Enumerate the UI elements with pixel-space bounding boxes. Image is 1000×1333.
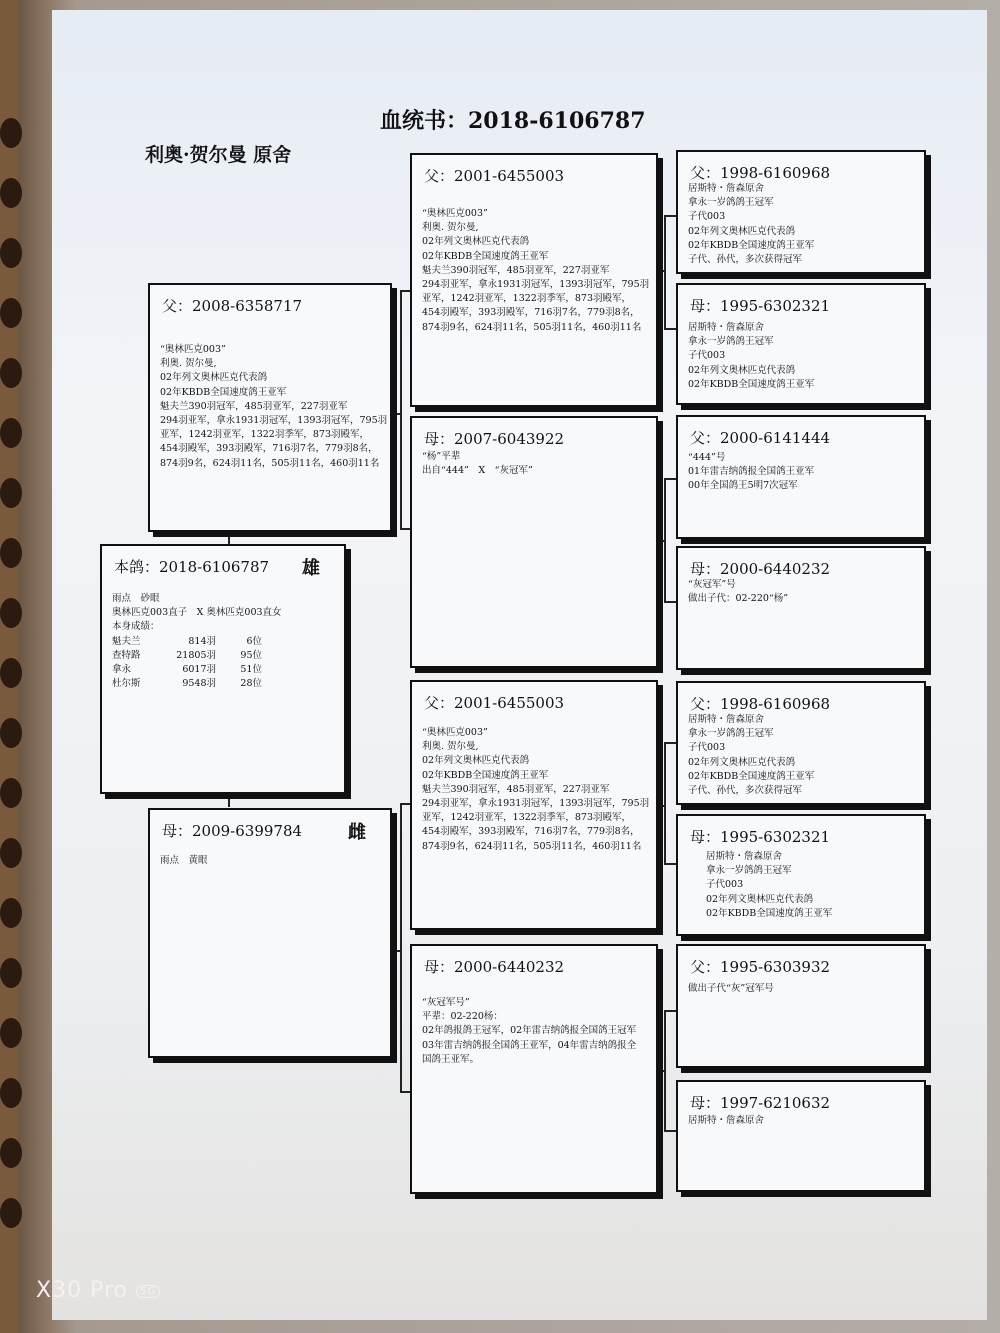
card-details bbox=[688, 578, 788, 606]
connector-line bbox=[664, 478, 676, 480]
dam-sire-sire-card bbox=[676, 681, 926, 805]
ring-number: 父：1995-6303932 bbox=[690, 958, 831, 976]
binder-hole bbox=[0, 298, 22, 328]
detail-line: “奥林匹克003” bbox=[422, 727, 488, 738]
binder-hole bbox=[0, 658, 22, 688]
dam-details bbox=[160, 854, 208, 868]
table-row bbox=[112, 677, 262, 691]
detail-line: 子代003 bbox=[688, 350, 726, 362]
detail-line: 874羽9名，624羽11名，505羽11名，460羽11名 bbox=[422, 321, 642, 333]
detail-line: 魁夫兰390羽冠军，485羽亚军，227羽亚军 bbox=[422, 264, 610, 276]
detail-line: 子代、孙代，多次获得冠军 bbox=[688, 785, 803, 797]
race-location: 拿永 bbox=[112, 664, 132, 676]
detail-line: 居斯特・詹森原舍 bbox=[706, 851, 783, 862]
sire-sire-details bbox=[422, 207, 649, 335]
sire-dam-sire-card bbox=[676, 415, 926, 539]
detail-line: 454羽殿军，393羽殿军，716羽7名，779羽8名， bbox=[422, 826, 640, 838]
network-badge: 5G bbox=[136, 1285, 160, 1298]
detail-line: “奥林匹克003” bbox=[160, 344, 226, 355]
detail-line: 02年KBDB全国速度鸽王亚军 bbox=[688, 770, 815, 782]
binder-hole bbox=[0, 898, 22, 928]
connector-line bbox=[664, 1130, 676, 1132]
detail-line: 454羽殿军，393羽殿军，716羽7名，779羽8名， bbox=[422, 307, 640, 319]
dam-dam-dam-card bbox=[676, 1080, 926, 1192]
binder-hole bbox=[0, 418, 22, 448]
binder-hole bbox=[0, 478, 22, 508]
table-row bbox=[112, 649, 262, 663]
sex-label: 雌 bbox=[348, 822, 366, 843]
detail-line: 02年列文奥林匹克代表鸽 bbox=[688, 225, 796, 237]
card-details bbox=[688, 982, 774, 996]
subject-details bbox=[112, 592, 282, 691]
binder-hole bbox=[0, 778, 22, 808]
race-results-table bbox=[112, 635, 262, 692]
race-place: 6位 bbox=[246, 635, 262, 647]
detail-line: 亚军，1242羽亚军，1322羽季军，873羽殿军， bbox=[422, 812, 631, 824]
detail-line: 02年KBDB全国速度鸽王亚军 bbox=[160, 386, 287, 398]
binder-hole bbox=[0, 838, 22, 868]
ring-number: 母：2000-6440232 bbox=[690, 560, 831, 578]
ring-number: 母：1995-6302321 bbox=[690, 297, 831, 315]
binder-hole bbox=[0, 238, 22, 268]
binder-hole bbox=[0, 1138, 22, 1168]
card-details bbox=[688, 182, 814, 267]
detail-line: 子代003 bbox=[688, 211, 726, 223]
binder-hole bbox=[0, 1198, 22, 1228]
binder-hole bbox=[0, 958, 22, 988]
dam-sire-ring-number: 父：2001-6455003 bbox=[424, 694, 565, 712]
detail-line: 294羽亚军，拿永1931羽冠军，1393羽冠军，795羽 bbox=[422, 798, 650, 810]
detail-line: 874羽9名，624羽11名，505羽11名，460羽11名 bbox=[160, 457, 380, 469]
detail-line: 02年列文奥林匹克代表鸽 bbox=[422, 236, 530, 248]
detail-line: “杨”平辈 bbox=[422, 451, 461, 462]
detail-line: 做出子代“灰”冠军号 bbox=[688, 983, 774, 994]
detail-line: 02年列文奥林匹克代表鸽 bbox=[422, 755, 530, 767]
detail-line: 居斯特・詹森原舍 bbox=[688, 1115, 765, 1126]
card-details bbox=[688, 713, 814, 798]
connector-line bbox=[664, 215, 676, 217]
connector-line bbox=[664, 1010, 676, 1012]
detail-line: 利奥. 贺尔曼, bbox=[160, 358, 217, 370]
dam-ring-number: 母：2009-6399784 bbox=[162, 822, 303, 840]
detail-line: 294羽亚军，拿永1931羽冠军，1393羽冠军，795羽 bbox=[160, 415, 388, 427]
detail-line: 亚军，1242羽亚军，1322羽季军，873羽殿军， bbox=[160, 429, 369, 441]
camera-model: X30 Pro bbox=[36, 1278, 128, 1303]
detail-line: 454羽殿军，393羽殿军，716羽7名，779羽8名， bbox=[160, 443, 378, 455]
detail-line: 02年KBDB全国速度鸽王亚军 bbox=[422, 769, 549, 781]
dam-dam-card bbox=[410, 944, 658, 1194]
race-place: 95位 bbox=[240, 649, 262, 661]
sire-details bbox=[160, 343, 387, 471]
connector-line bbox=[664, 601, 676, 603]
race-birds: 9548羽 bbox=[182, 678, 216, 690]
detail-line: 874羽9名，624羽11名，505羽11名，460羽11名 bbox=[422, 840, 642, 852]
table-row bbox=[112, 635, 262, 649]
detail-line: 国鸽王亚军。 bbox=[422, 1053, 480, 1065]
ring-number: 母：1997-6210632 bbox=[690, 1094, 831, 1112]
detail-line: 居斯特・詹森原舍 bbox=[688, 183, 765, 194]
binder-hole bbox=[0, 1078, 22, 1108]
card-details bbox=[688, 321, 814, 392]
detail-line: 利奥. 贺尔曼, bbox=[422, 222, 479, 234]
detail-line: 02年KBDB全国速度鸽王亚军 bbox=[706, 907, 833, 919]
dam-sire-card bbox=[410, 680, 658, 930]
detail-line: 拿永一岁鸽鸽王冠军 bbox=[688, 336, 774, 348]
binder-hole bbox=[0, 118, 22, 148]
sire-dam-card bbox=[410, 416, 658, 668]
loft-name: 利奥·贺尔曼 原舍 bbox=[145, 144, 292, 166]
connector-line bbox=[400, 528, 410, 530]
detail-line: “灰冠军”号 bbox=[688, 579, 736, 590]
detail-line: 02年列文奥林匹克代表鸽 bbox=[688, 364, 796, 376]
binder-hole bbox=[0, 538, 22, 568]
detail-line: 02年鸽报鸽王冠军，02年雷吉纳鸽报全国鸽王冠军 bbox=[422, 1025, 637, 1037]
binder-hole bbox=[0, 718, 22, 748]
detail-line: 00年全国鸽王5明7次冠军 bbox=[688, 480, 798, 492]
detail-line: 亚军，1242羽亚军，1322羽季军，873羽殿军， bbox=[422, 293, 631, 305]
detail-line: 拿永一岁鸽鸽王冠军 bbox=[688, 728, 774, 740]
race-place: 51位 bbox=[240, 664, 262, 676]
detail-line: 雨点 黄眼 bbox=[160, 855, 208, 866]
detail-line: 魁夫兰390羽冠军，485羽亚军，227羽亚军 bbox=[160, 400, 348, 412]
detail-line: “奥林匹克003” bbox=[422, 208, 488, 219]
sire-sire-card bbox=[410, 153, 658, 407]
detail-line: 02年列文奥林匹克代表鸽 bbox=[688, 756, 796, 768]
sire-sire-dam-card bbox=[676, 283, 926, 405]
detail-line: 奥林匹克003直子 X 奥林匹克003直女 bbox=[112, 607, 282, 619]
sire-sire-ring-number: 父：2001-6455003 bbox=[424, 167, 565, 185]
detail-line: 做出子代：02-220“杨” bbox=[688, 593, 789, 605]
connector-line bbox=[400, 803, 410, 805]
connector-line bbox=[400, 803, 402, 1093]
detail-line: 雨点 砂眼 bbox=[112, 593, 160, 604]
detail-line: 子代、孙代，多次获得冠军 bbox=[688, 254, 803, 266]
card-details bbox=[706, 850, 832, 921]
card-details bbox=[688, 1114, 764, 1128]
race-location: 杜尔斯 bbox=[112, 678, 141, 690]
connector-line bbox=[228, 793, 230, 807]
connector-line bbox=[664, 328, 676, 330]
race-location: 魁夫兰 bbox=[112, 635, 141, 647]
ring-number: 父：1998-6160968 bbox=[690, 164, 831, 182]
connector-line bbox=[228, 530, 230, 544]
race-birds: 6017羽 bbox=[182, 664, 216, 676]
detail-line: 02年KBDB全国速度鸽王亚军 bbox=[688, 239, 815, 251]
dam-dam-sire-card bbox=[676, 944, 926, 1068]
binder-hole bbox=[0, 178, 22, 208]
connector-line bbox=[664, 478, 666, 603]
detail-line: 平辈：02-220杨： bbox=[422, 1011, 503, 1023]
binder-hole bbox=[0, 358, 22, 388]
table-row bbox=[112, 663, 262, 677]
detail-line: 居斯特・詹森原舍 bbox=[688, 322, 765, 333]
sire-dam-details bbox=[422, 450, 533, 478]
card-details bbox=[688, 451, 814, 494]
connector-line bbox=[400, 290, 402, 530]
connector-line bbox=[664, 742, 676, 744]
detail-line: “444”号 bbox=[688, 452, 726, 463]
dam-dam-ring-number: 母：2000-6440232 bbox=[424, 958, 565, 976]
detail-line: “灰冠军号” bbox=[422, 997, 470, 1008]
detail-line: 魁夫兰390羽冠军，485羽亚军，227羽亚军 bbox=[422, 783, 610, 795]
dam-dam-details bbox=[422, 996, 636, 1067]
detail-line: 02年KBDB全国速度鸽王亚军 bbox=[688, 378, 815, 390]
race-birds: 21805羽 bbox=[176, 649, 216, 661]
sire-dam-dam-card bbox=[676, 546, 926, 670]
detail-line: 02年KBDB全国速度鸽王亚军 bbox=[422, 250, 549, 262]
sire-ring-number: 父：2008-6358717 bbox=[162, 297, 303, 315]
sire-card bbox=[148, 283, 392, 532]
detail-line: 居斯特・詹森原舍 bbox=[688, 714, 765, 725]
detail-line: 01年雷吉纳鸽报全国鸽王亚军 bbox=[688, 466, 815, 478]
sire-sire-sire-card bbox=[676, 150, 926, 274]
detail-line: 拿永一岁鸽鸽王冠军 bbox=[706, 865, 792, 877]
connector-line bbox=[400, 290, 410, 292]
detail-line: 本身成绩： bbox=[112, 621, 160, 633]
subject-pigeon-card bbox=[100, 544, 346, 794]
connector-line bbox=[400, 1091, 410, 1093]
connector-line bbox=[664, 215, 666, 330]
connector-line bbox=[664, 742, 666, 865]
detail-line: 子代003 bbox=[688, 742, 726, 754]
race-place: 28位 bbox=[240, 678, 262, 690]
connector-line bbox=[664, 863, 676, 865]
ring-number: 父：2000-6141444 bbox=[690, 429, 831, 447]
subject-ring-number: 本鸽：2018-6106787 bbox=[114, 558, 270, 576]
pedigree-title: 血统书：2018-6106787 bbox=[380, 108, 646, 134]
detail-line: 03年雷吉纳鸽报全国鸽王亚军，04年雷吉纳鸽报全 bbox=[422, 1039, 637, 1051]
sex-label: 雄 bbox=[302, 558, 320, 579]
race-location: 查特路 bbox=[112, 649, 141, 661]
detail-line: 出自“444” X “灰冠军” bbox=[422, 465, 533, 477]
detail-line: 子代003 bbox=[706, 879, 744, 891]
detail-line: 02年列文奥林匹克代表鸽 bbox=[160, 372, 268, 384]
dam-card bbox=[148, 808, 392, 1058]
detail-line: 拿永一岁鸽鸽王冠军 bbox=[688, 197, 774, 209]
sire-dam-ring-number: 母：2007-6043922 bbox=[424, 430, 565, 448]
dam-sire-details bbox=[422, 726, 649, 854]
ring-number: 父：1998-6160968 bbox=[690, 695, 831, 713]
detail-line: 02年列文奥林匹克代表鸽 bbox=[706, 893, 814, 905]
camera-watermark bbox=[36, 1278, 160, 1303]
binder-hole bbox=[0, 1018, 22, 1048]
ring-number: 母：1995-6302321 bbox=[690, 828, 831, 846]
dam-sire-dam-card bbox=[676, 814, 926, 936]
race-birds: 814羽 bbox=[188, 635, 216, 647]
detail-line: 利奥. 贺尔曼, bbox=[422, 741, 479, 753]
detail-line: 294羽亚军，拿永1931羽冠军，1393羽冠军，795羽 bbox=[422, 279, 650, 291]
connector-line bbox=[664, 1010, 666, 1132]
binder-hole bbox=[0, 598, 22, 628]
